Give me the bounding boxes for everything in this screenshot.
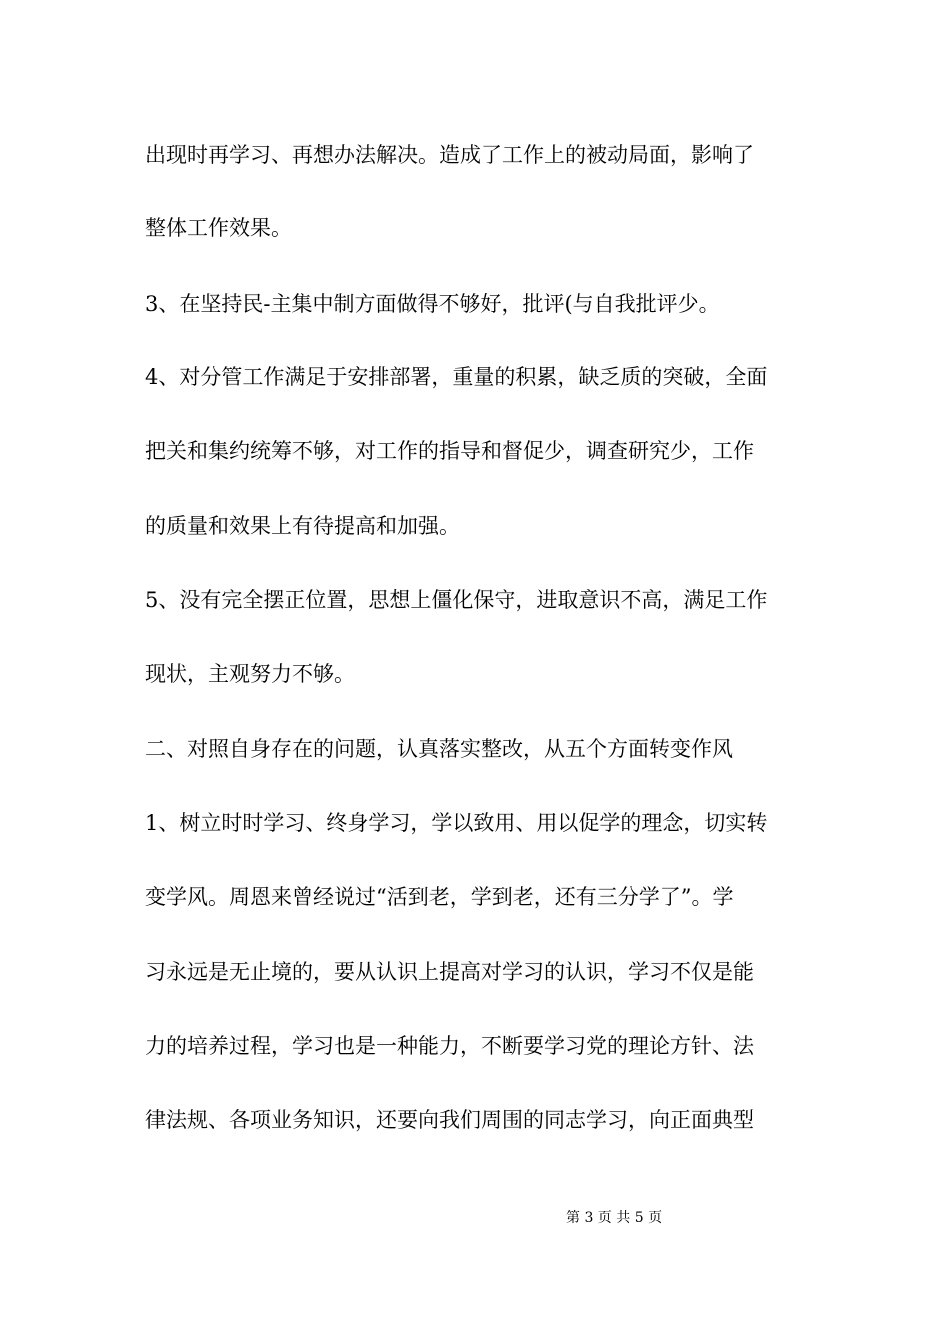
text-line-4: 4、对分管工作满足于安排部署，重量的积累，缺乏质的突破，全面	[145, 365, 768, 389]
text-line-7: 5、没有完全摆正位置，思想上僵化保守，进取意识不高，满足工作	[145, 588, 768, 612]
text-line-13: 力的培养过程，学习也是一种能力，不断要学习党的理论方针、法	[145, 1034, 754, 1058]
text-line-1: 出现时再学习、再想办法解决。造成了工作上的被动局面，影响了	[145, 143, 754, 167]
text-line-5: 把关和集约统筹不够，对工作的指导和督促少，调查研究少，工作	[145, 439, 754, 463]
text-line-2: 整体工作效果。	[145, 216, 292, 240]
text-line-6: 的质量和效果上有待提高和加强。	[145, 514, 460, 538]
text-line-11: 变学风。周恩来曾经说过“活到老，学到老，还有三分学了”。学	[145, 885, 734, 909]
text-line-10: 1、树立时时学习、终身学习，学以致用、用以促学的理念，切实转	[145, 811, 768, 835]
page-number: 第 3 页 共 5 页	[566, 1210, 663, 1226]
text-line-12: 习永远是无止境的，要从认识上提高对学习的认识，学习不仅是能	[145, 960, 754, 984]
text-line-14: 律法规、各项业务知识，还要向我们周围的同志学习，向正面典型	[145, 1108, 754, 1132]
text-line-3: 3、在坚持民-主集中制方面做得不够好，批评(与自我批评少。	[145, 292, 720, 316]
text-line-9: 二、对照自身存在的问题，认真落实整改，从五个方面转变作风	[145, 737, 733, 761]
text-line-8: 现状，主观努力不够。	[145, 662, 355, 686]
